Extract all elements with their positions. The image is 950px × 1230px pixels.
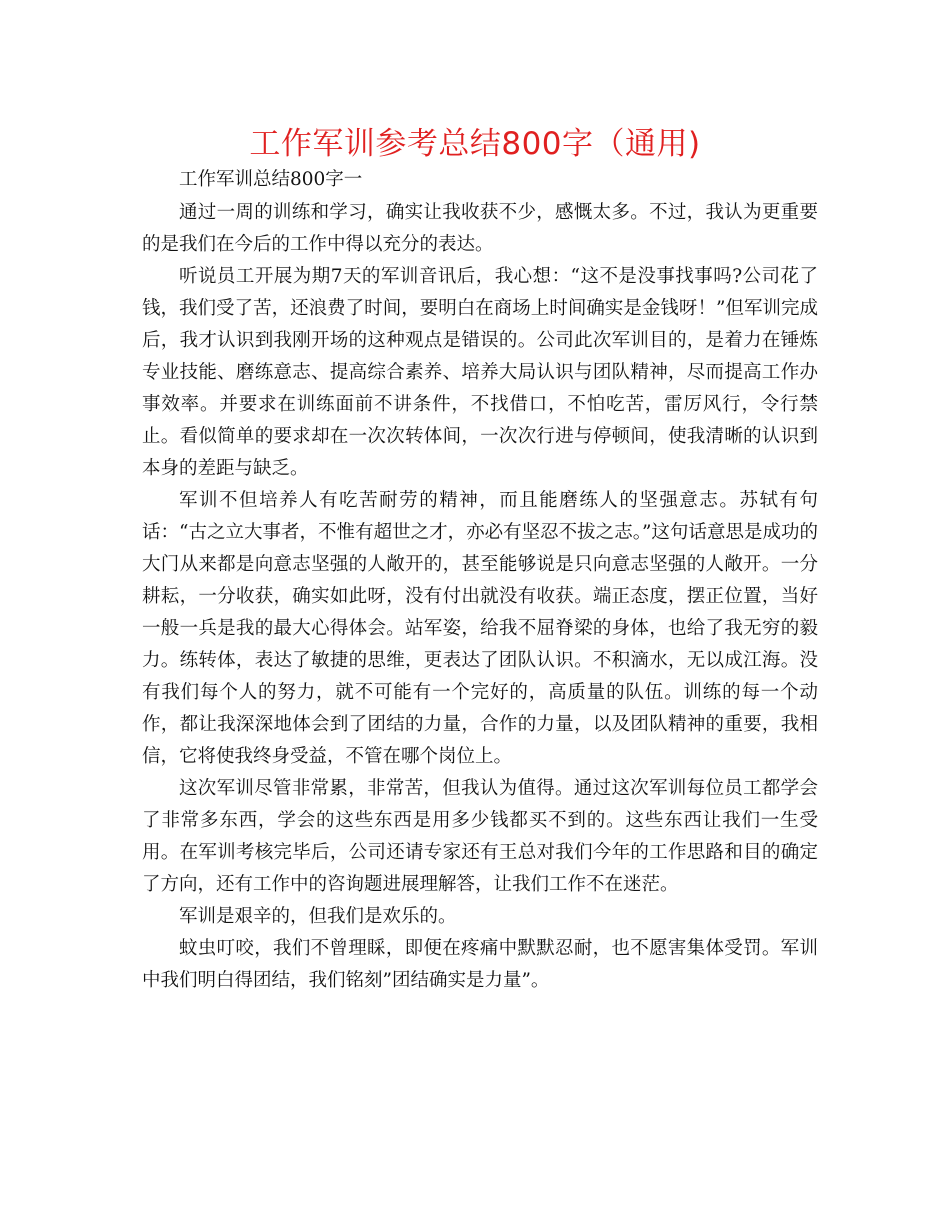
paragraph: 军训不但培养人有吃苦耐劳的精神，而且能磨练人的坚强意志。苏轼有句话：“古之立大事者，不惟有超世之才，亦必有坚忍不拔之志。”这句话意思是成功的大门从来都是向意志坚强的人敞开的，甚至能够说是只向意志坚强的人敞开。一分耕耘，一分收获，确实如此呀，没有付出就没有收获。端正态度，摆正位置，当好一般一兵是我的最大心得体会。站军姿，给我不屈脊梁的身体，也给了我无穷的毅力。练转体，表达了敏捷的思维，更表达了团队认识。不积滴水，无以成江海。没有我们每个人的努力，就不可能有一个完好的，高质量的队伍。训练的每一个动作，都让我深深地体会到了团结的力量，合作的力量，以及团队精神的重要，我相信，它将使我终身受益，不管在哪个岗位上。 <box>142 490 818 767</box>
section-subtitle: 工作军训总结800字一 <box>179 169 363 190</box>
paragraph: 这次军训尽管非常累，非常苦，但我认为值得。通过这次军训每位员工都学会了非常多东西，学会的这些东西是用多少钱都买不到的。这些东西让我们一生受用。在军训考核完毕后，公司还请专家还有王总对我们今年的工作思路和目的确定了方向，还有工作中的咨询题进展理解答，让我们工作不在迷茫。 <box>142 778 818 895</box>
paragraph: 通过一周的训练和学习，确实让我收获不少，感慨太多。不过，我认为更重要的是我们在今后的工作中得以充分的表达。 <box>142 202 818 255</box>
paragraph: 蚊虫叮咬，我们不曾理睬，即便在疼痛中默默忍耐，也不愿害集体受罚。军训中我们明白得团结，我们铭刻”团结确实是力量”。 <box>142 938 818 991</box>
paragraph: 军训是艰辛的，但我们是欢乐的。 <box>179 906 457 927</box>
paragraph: 听说员工开展为期7天的军训音讯后，我心想：“这不是没事找事吗?公司花了钱，我们受了苦，还浪费了时间，要明白在商场上时间确实是金钱呀！”但军训完成后，我才认识到我刚开场的这种观点是错误的。公司此次军训目的，是着力在锤炼专业技能、磨练意志、提高综合素养、培养大局认识与团队精神，尽而提高工作办事效率。并要求在训练面前不讲条件，不找借口，不怕吃苦，雷厉风行，令行禁止。看似简单的要求却在一次次转体间，一次次行进与停顿间，使我清晰的认识到本身的差距与缺乏。 <box>142 266 818 479</box>
page-title: 工作军训参考总结800字（通用) <box>249 126 701 162</box>
document-body <box>142 165 818 997</box>
